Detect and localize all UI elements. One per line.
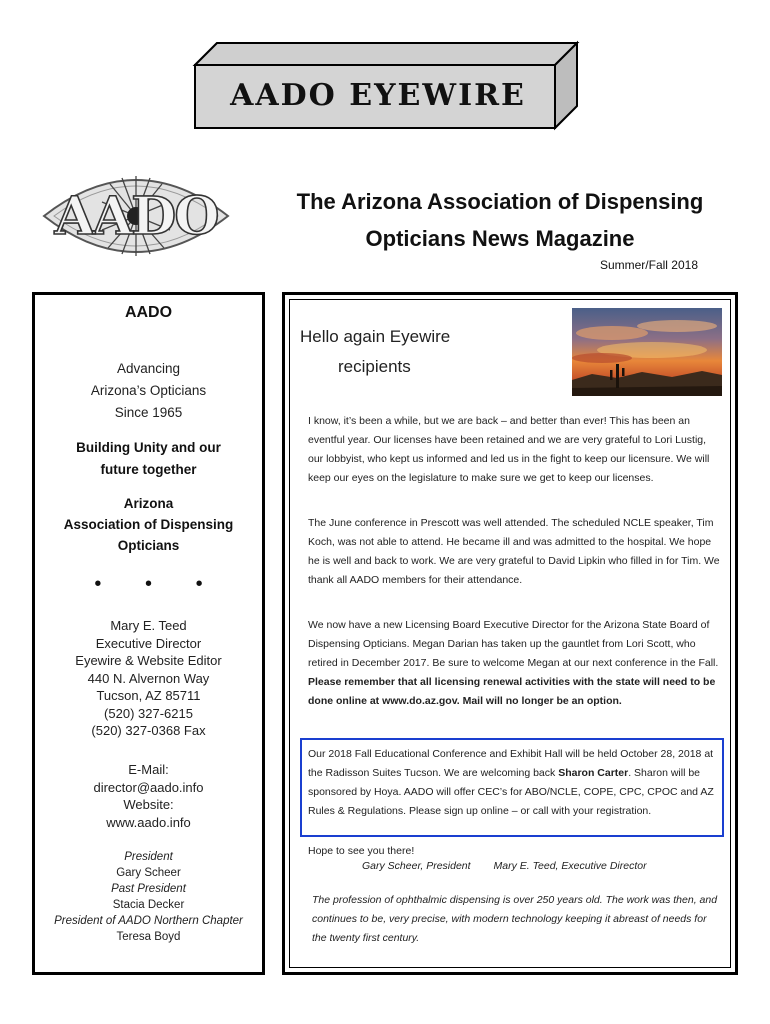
northern-chapter-label: President of AADO Northern Chapter (54, 915, 243, 927)
masthead-banner (190, 40, 582, 132)
tagline-line: Arizona’s Opticians (90, 383, 207, 398)
tagline-line: Since 1965 (114, 405, 183, 420)
bullet: • (195, 573, 203, 595)
motto-line: Building Unity and our (76, 440, 221, 455)
article-greeting (300, 322, 450, 382)
sidebar-title: AADO (124, 304, 173, 321)
sidebar-org-name (35, 493, 262, 556)
president-label: President (124, 851, 173, 863)
bullet: • (144, 573, 152, 595)
past-president-label: Past President (111, 883, 186, 895)
sidebar-panel (32, 292, 265, 975)
contact-city: Tucson, AZ 85711 (96, 688, 201, 703)
sidebar-officers (35, 849, 262, 945)
contact-role: Eyewire & Website Editor (75, 653, 222, 668)
licensing-renewal-notice: Please remember that all licensing renewal activities with the state will need to be done online at www.do.az.gov. Mail will no longer be an option. (308, 676, 716, 707)
conference-announcement (308, 745, 720, 821)
desert-sunset-photo (572, 308, 722, 396)
magazine-title-line-2: Opticians News Magazine (365, 226, 635, 251)
contact-fax: (520) 327-0368 Fax (91, 723, 206, 738)
magazine-title-line-1: The Arizona Association of Dispensing (296, 189, 704, 214)
president-name: Gary Scheer (116, 867, 181, 879)
conference-text-a: Our 2018 Fall Educational Conference and Exhibit Hall will be held October 28, 2018 at the Radisson Suites Tucson. We are welcoming back (308, 748, 714, 779)
article-panel (282, 292, 738, 975)
org-name-line: Association of Dispensing (63, 517, 234, 532)
greeting-line-2: recipients (338, 357, 411, 376)
issue-date: Summer/Fall 2018 (599, 258, 698, 272)
org-name-line: Opticians (117, 538, 180, 553)
email-link[interactable]: director@aado.info (93, 779, 204, 795)
sidebar-bullet-divider (35, 573, 262, 596)
article-paragraph-1: I know, it’s been a while, but we are back – and better than ever! This has been an eventful year. Our licenses have been retained and we are very grateful to Lori Lustig, our lobbyist, who kept us informed and led us in the fight to keep our licensure. We will keep our eyes on the legislature to make sure we get to keep our licenses. (308, 415, 710, 484)
contact-address: 440 N. Alvernon Way (87, 670, 210, 686)
past-president-name: Stacia Decker (112, 899, 185, 911)
website-label: Website: (123, 797, 174, 812)
northern-chapter-president-name: Teresa Boyd (116, 931, 181, 943)
greeting-line-1: Hello again Eyewire (300, 327, 451, 346)
sidebar-motto (35, 437, 262, 481)
contact-name: Mary E. Teed (110, 618, 187, 633)
article-inner-frame (289, 299, 731, 968)
aado-eye-logo (40, 162, 232, 270)
signatures (362, 860, 667, 872)
article-paragraph-3 (308, 616, 720, 711)
closing-line: Hope to see you there! (308, 845, 415, 857)
profession-note: The profession of ophthalmic dispensing is over 250 years old. The work was then, and continues to be, very precise, with modern technology keeping it abreast of needs for the twenty first century. (312, 894, 718, 944)
speaker-name: Sharon Carter (558, 767, 629, 779)
masthead-title: AADO EYEWIRE (230, 78, 526, 113)
conference-text-b: . Sharon will be sponsored by Hoya. AADO will offer CEC’s for ABO/NCLE, COPE, CPC, CPOC and AZ Rules & Regulations. Please sign up online – or call with your registration. (308, 767, 714, 817)
article-paragraph-2: The June conference in Prescott was well attended. The scheduled NCLE speaker, Tim Koch, was not able to attend. He became ill and was admitted to the hospital. We hope he is well and back to work. We are very grateful to David Lipkin who filled in for Tim. We thank all AADO members for their attendance. (308, 517, 720, 586)
sidebar-online-contact (35, 761, 262, 831)
signature-director: Mary E. Teed, Executive Director (493, 860, 647, 872)
magazine-title (290, 183, 710, 257)
sidebar-contact (35, 617, 262, 740)
paragraph-3-text: We now have a new Licensing Board Executive Director for the Arizona State Board of Dispensing Opticians. Megan Darian has taken up the gauntlet from Lori Scott, who retired in December 2017. Be sure to welcome Megan at our next conference in the Fall. (308, 619, 719, 669)
signature-president: Gary Scheer, President (362, 860, 471, 872)
website-link[interactable]: www.aado.info (106, 814, 191, 830)
email-label: E-Mail: (128, 762, 169, 777)
logo-text: AADO (54, 186, 218, 247)
contact-role: Executive Director (95, 635, 202, 651)
sidebar-tagline (35, 358, 262, 424)
motto-line: future together (100, 462, 197, 477)
org-name-line: Arizona (123, 496, 174, 511)
bullet: • (94, 573, 102, 595)
tagline-line: Advancing (116, 361, 181, 376)
contact-phone: (520) 327-6215 (104, 705, 193, 721)
conference-callout-box (300, 738, 724, 837)
